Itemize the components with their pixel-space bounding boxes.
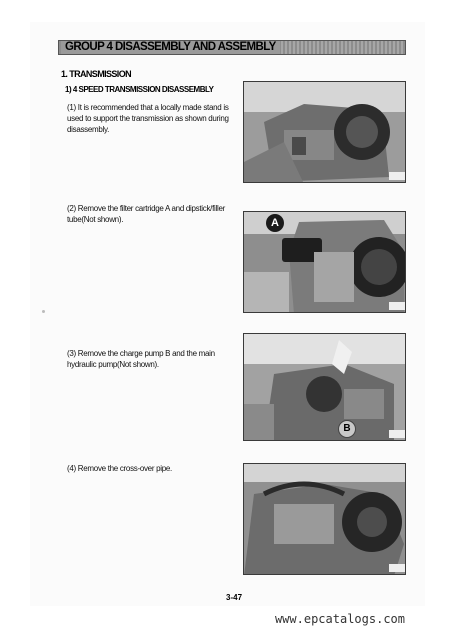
step-2-photo [243, 211, 406, 313]
step-4-photo [243, 463, 406, 575]
subsection-title: 1) 4 SPEED TRANSMISSION DISASSEMBLY [65, 85, 214, 94]
step-1-photo [243, 81, 406, 183]
watermark-url: www.epcatalogs.com [274, 612, 405, 626]
step-1-text: (1) It is recommended that a locally made stand is used to support the transmission as shown during disassembly. [67, 103, 229, 134]
group-header-banner [58, 40, 406, 55]
step-2-text: (2) Remove the filter cartridge A and dipstick/filler tube(Not shown). [67, 204, 225, 224]
photo-tag [389, 172, 405, 180]
step-3-photo [243, 333, 406, 441]
step-4-text: (4) Remove the cross-over pipe. [67, 464, 172, 473]
step-3-text: (3) Remove the charge pump B and the main hydraulic pump(Not shown). [67, 349, 215, 369]
callout-a-badge: A [266, 214, 284, 232]
page-number: 3-47 [226, 593, 243, 602]
callout-b-badge: B [338, 420, 356, 438]
group-header-title: GROUP 4 DISASSEMBLY AND ASSEMBLY [61, 41, 280, 54]
section-title: 1. TRANSMISSION [61, 69, 132, 79]
scan-artifact [42, 310, 45, 313]
